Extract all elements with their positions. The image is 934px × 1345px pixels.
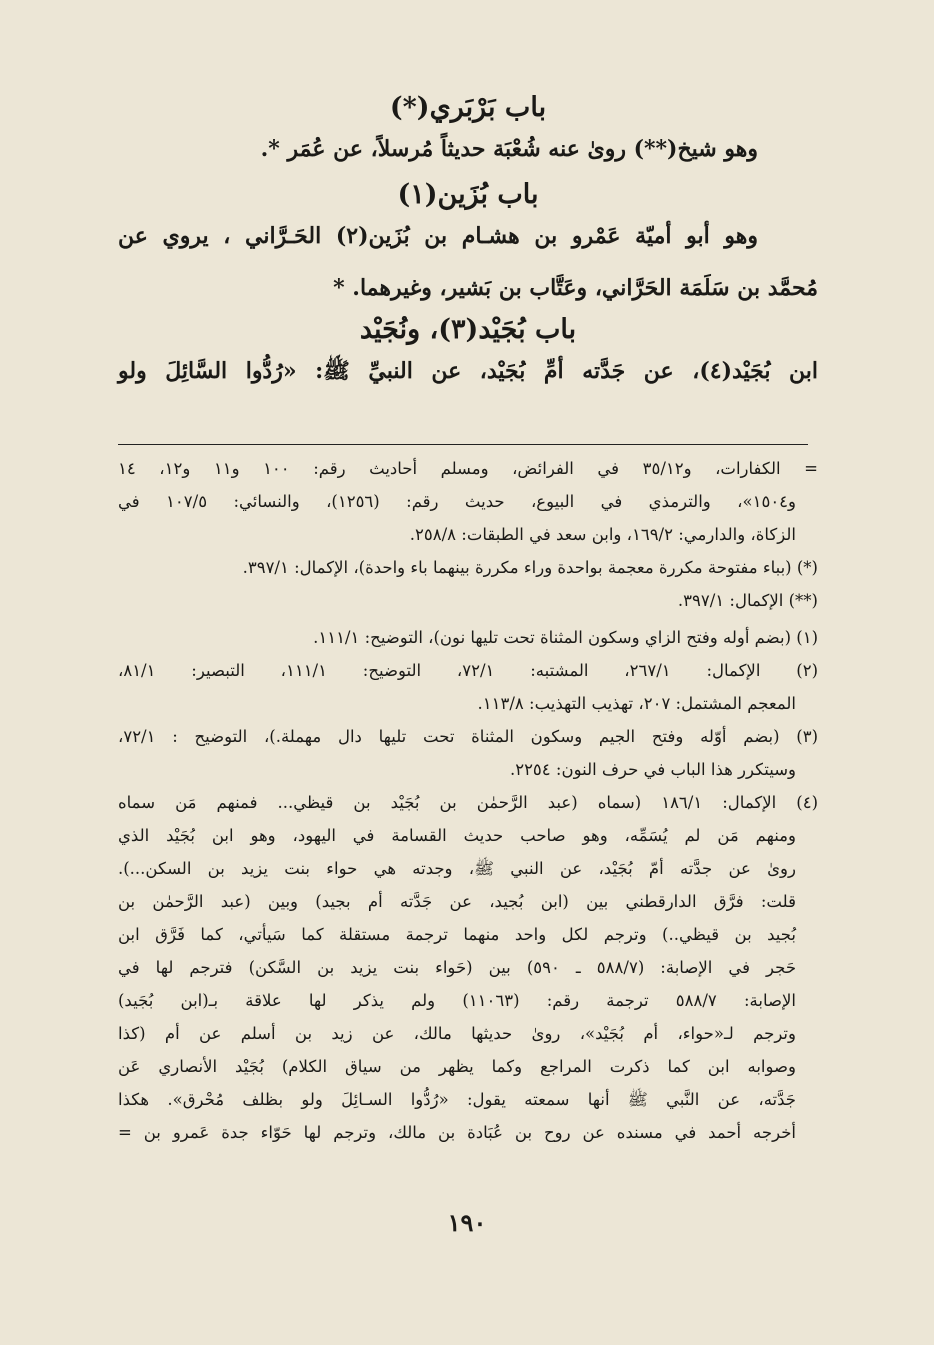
footnote-star: (*) (بباء مفتوحة مكررة معجمة بواحدة وراء مكررة بينهما باء واحدة)، الإكمال: ٣٩٧/١. [242, 558, 818, 577]
chapter-heading-bujayd: باب بُجَيْد(٣)، ونُجَيْد [359, 314, 577, 345]
main-text [118, 90, 818, 397]
footnote-line: قلت: فرَّق الدارقطني بين (ابن بُجيد، عن جَدَّته أم بجيد) وبين (عبد الرَّحمٰن بن [118, 892, 796, 911]
footnote-line: بُجيد بن قيظي..) وترجم لكل واحد منهما ترجمة مستقلة كما سَيأتي، كما فَرَّق ابن [118, 925, 796, 944]
footnote-line: = الكفارات، و٣٥/١٢ في الفرائض، ومسلم أحاديث رقم: ١٠٠ و١١ و١٢، ١٤ [118, 459, 818, 478]
footnote-1: (١) (بضم أوله وفتح الزاي وسكون المثناة تحت تليها نون)، التوضيح: ١١١/١. [313, 628, 818, 647]
footnote-line: الزكاة، والدارمي: ١٦٩/٢، وابن سعد في الطبقات: ٢٥٨/٨. [409, 525, 796, 544]
chapter-heading-buzayn: باب بُزَين(١) [397, 179, 539, 210]
footnote-3: (٣) (بضم أوّله وفتح الجيم وسكون المثناة تحت تليها دال مهملة.)، التوضيح : ٧٢/١، [118, 727, 818, 746]
footnote-line: المعجم المشتمل: ٢٠٧، تهذيب التهذيب: ١١٣/٨. [477, 694, 796, 713]
footnote-line: جَدَّته، عن النَّبي ﷺ أنها سمعته يقول: «رُدُّوا السـائِلَ ولو بظلف مُحْرق». هكذا [118, 1090, 796, 1109]
footnote-2: (٢) الإكمال: ٢٦٧/١، المشتبه: ٧٢/١، التوضيح: ١١١/١، التبصير: ٨١/١، [118, 661, 818, 680]
footnote-line: الإصابة: ٥٨٨/٧ ترجمة رقم: (١١٠٦٣) ولم يذكر لها علاقة بـ(ابن بُجَيد) [118, 991, 796, 1010]
footnote-line: وسيتكرر هذا الباب في حرف النون: ٢٢٥٤. [509, 760, 796, 779]
text-line: مُحمَّد بن سَلَمَة الحَرَّاني، وعَتَّاب بن بَشير، وغيرهما. * [333, 275, 818, 301]
footnote-line: وصوابه ابن كما ذكرت المراجع وكما يظهر من سياق الكلام) بُجَيْد الأنصاري عَن [118, 1057, 796, 1076]
footnote-divider [118, 444, 808, 445]
footnote-line: ومنهم مَن لم يُسَمِّه، وهو صاحب حديث القسامة في اليهود، وهو ابن بُجَيْد الذي [118, 826, 796, 845]
footnote-4: (٤) الإكمال: ١٨٦/١ (سماه (عبد الرَّحمٰن بن بُجَيْد بن قيظي... فمنهم مَن سماه [118, 793, 818, 812]
footnote-line: روىٰ عن جدَّته أمّ بُجَيْد، عن النبي ﷺ، وجدته هي حواء بنت يزيد بن السكن...). [118, 859, 796, 878]
page-number: ١٩٠ [447, 1208, 487, 1237]
footnote-line: أخرجه أحمد في مسنده عن روح بن عُبَادة بن مالك، وترجم لها حَوّاء جدة عَمرو بن = [118, 1123, 796, 1142]
footnotes [118, 452, 818, 1149]
footnote-line: حَجر في الإصابة: (٥٨٨/٧ ـ ٥٩٠) بين (حَواء بنت يزيد بن السَّكن) فترجم لها في [118, 958, 797, 977]
text-line: ابن بُجَيْد(٤)، عن جَدَّته أمِّ بُجَيْد، عن النبيِّ ﷺ: «رُدُّوا السَّائِلَ ولو [118, 358, 819, 384]
footnote-line: وترجم لـ«حواء، أم بُجَيْد»، روىٰ حديثها مالك، عن زيد بن أسلم عن أم (كذا [118, 1024, 796, 1043]
text-line: وهو شيخ(**) روىٰ عنه شُعْبَة حديثاً مُرسلاً، عن عُمَر *. [260, 136, 758, 162]
chapter-heading-barbari: باب بَرْبَري(*) [389, 92, 547, 123]
text-line: وهو أبو أميّة عَمْرو بن هشـام بن بُزَين(٢) الحَـرَّاني ، يروي عن [118, 223, 758, 249]
footnote-line: و١٥٠٤»، والترمذي في البيوع، حديث رقم: (١٢٥٦)، والنسائي: ١٠٧/٥ في [118, 492, 797, 511]
footnote-double-star: (**) الإكمال: ٣٩٧/١. [677, 591, 818, 610]
